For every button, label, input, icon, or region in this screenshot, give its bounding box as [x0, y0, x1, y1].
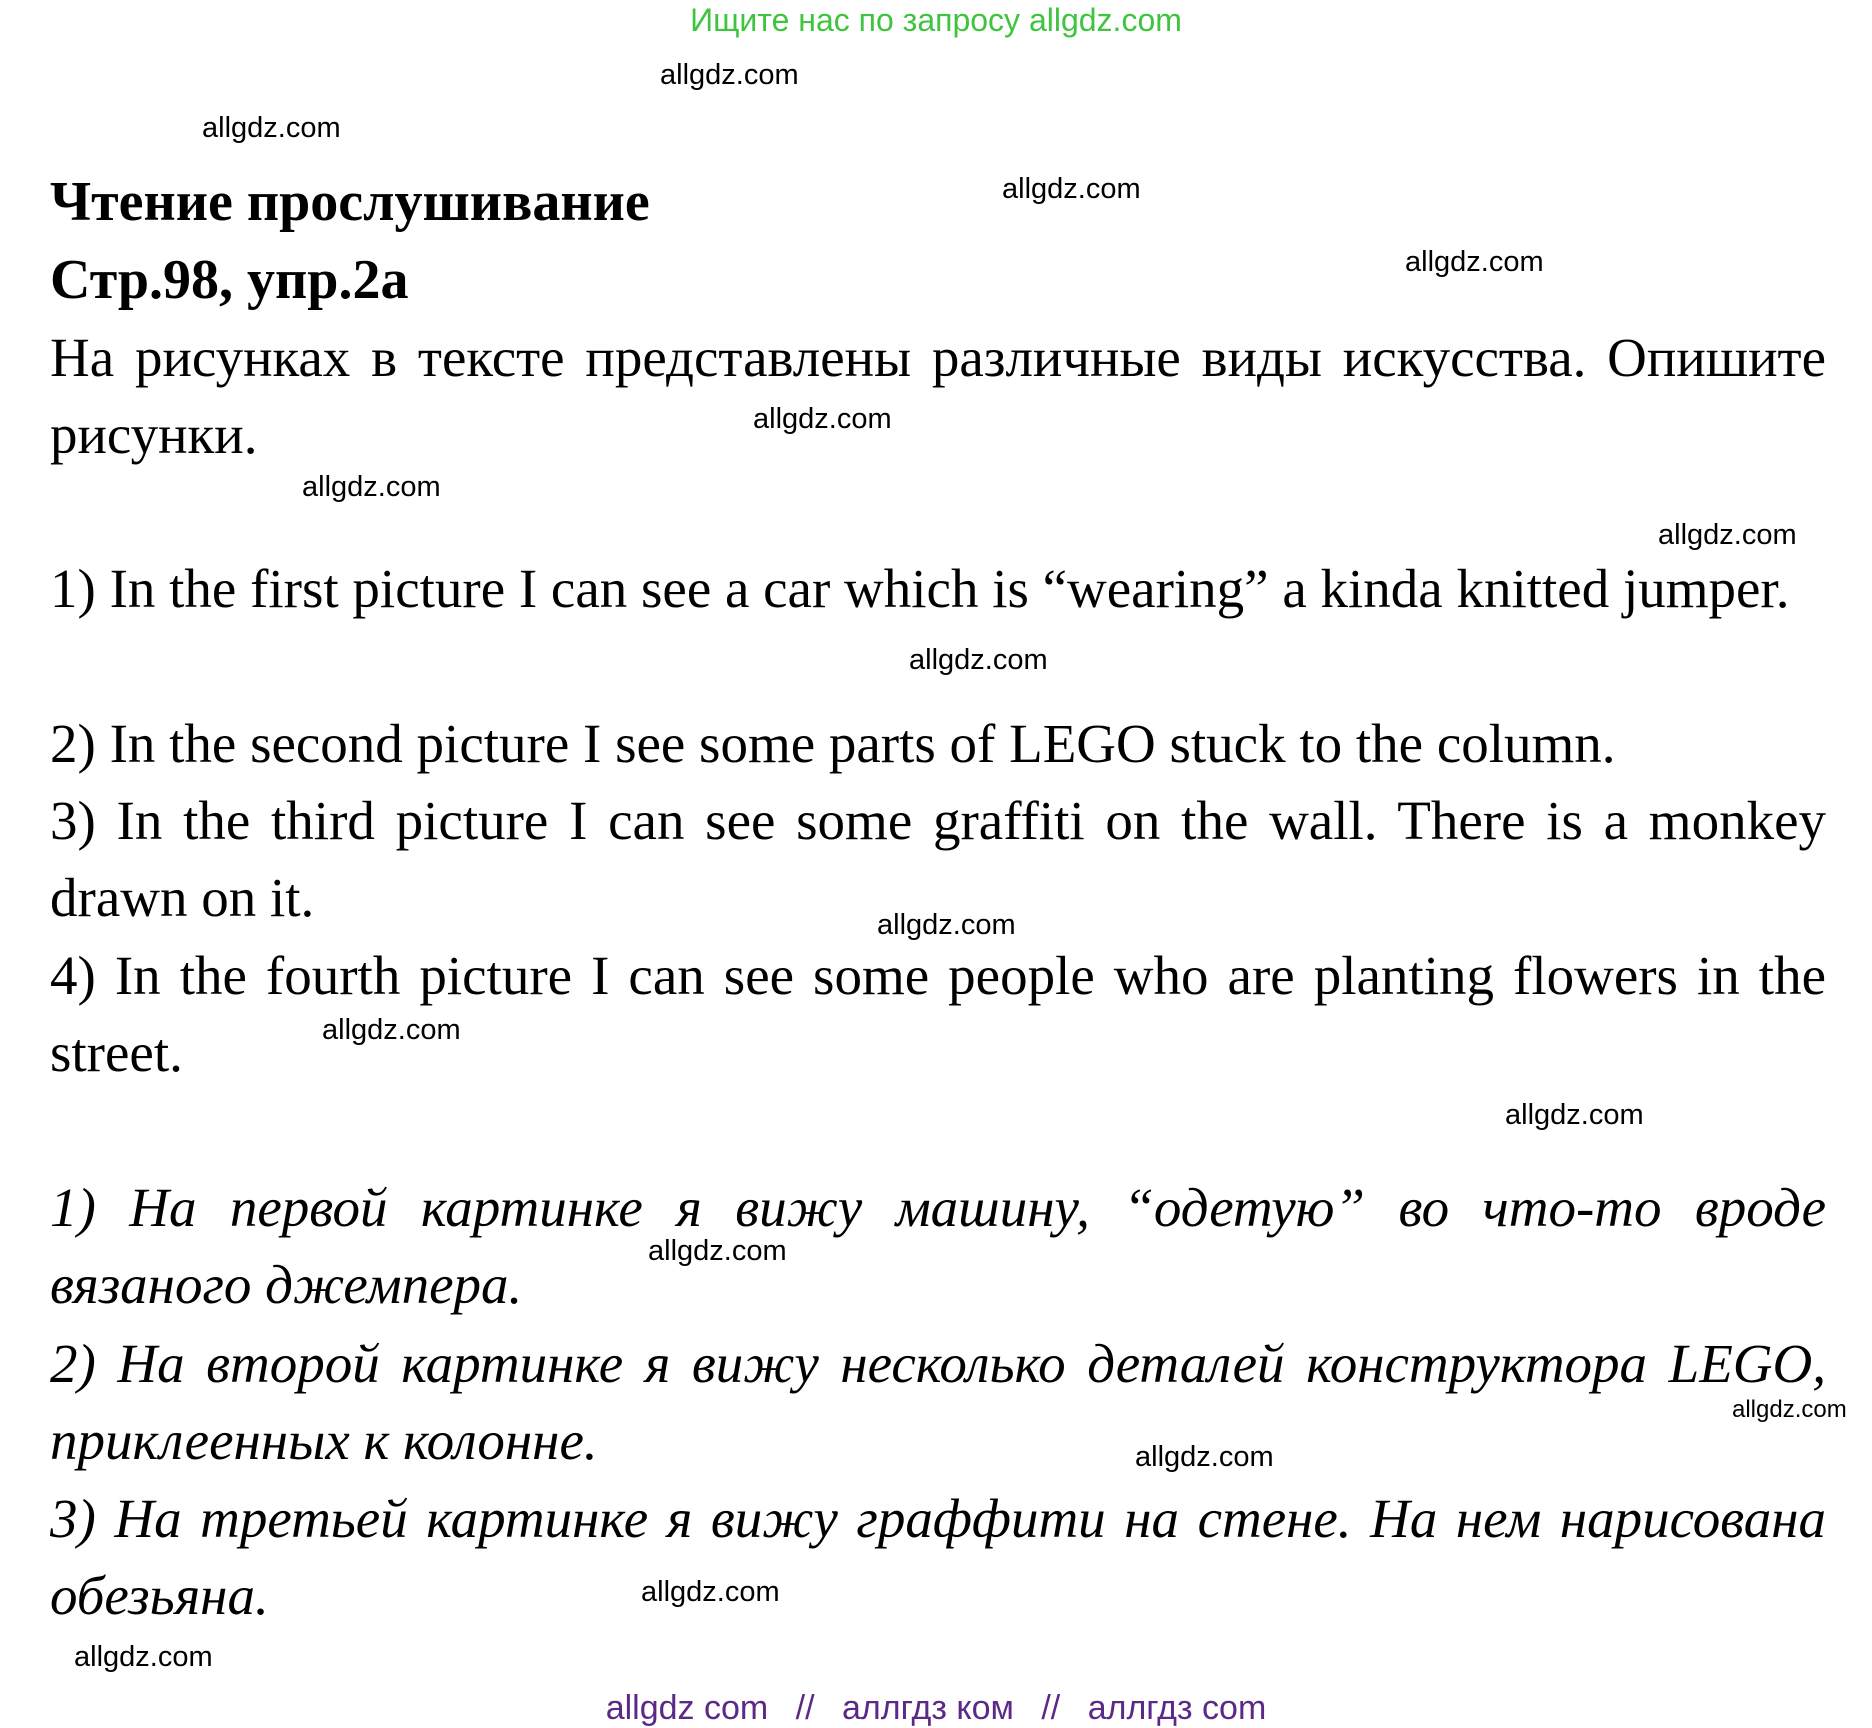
watermark: allgdz.com — [909, 644, 1048, 676]
footer — [0, 1688, 1872, 1728]
footer-link-1[interactable]: allgdz com — [605, 1689, 769, 1727]
watermark: allgdz.com — [322, 1014, 461, 1046]
watermark: allgdz.com — [1732, 1396, 1847, 1423]
footer-separator: // — [1041, 1689, 1061, 1727]
watermark: allgdz.com — [74, 1641, 213, 1673]
watermark: allgdz.com — [877, 909, 1016, 941]
watermark: allgdz.com — [202, 112, 341, 144]
watermark: allgdz.com — [641, 1576, 780, 1608]
footer-link-2[interactable]: аллгдз ком — [842, 1689, 1014, 1727]
top-banner: Ищите нас по запросу allgdz.com — [690, 2, 1182, 38]
watermark: allgdz.com — [1405, 246, 1544, 278]
watermark: allgdz.com — [753, 403, 892, 435]
footer-separator: // — [795, 1689, 815, 1727]
watermark: allgdz.com — [1002, 173, 1141, 205]
answer-en-2: 2) In the second picture I see some parts of LEGO stuck to the column. — [50, 713, 1616, 774]
watermark: allgdz.com — [1658, 519, 1797, 551]
answer-en-1: 1) In the first picture I can see a car which is “wearing” a kinda knitted jumper. — [50, 558, 1790, 619]
answer-en-3: 3) In the third picture I can see some graffiti on the wall. There is a monkey drawn on it. — [50, 790, 1826, 928]
watermark: allgdz.com — [1135, 1441, 1274, 1473]
answer-ru-1: 1) На первой картинке я вижу машину, “одетую” во что-то вроде вязаного джемпера. — [50, 1177, 1826, 1315]
footer-link-3[interactable]: аллгдз com — [1087, 1689, 1267, 1727]
watermark: allgdz.com — [648, 1235, 787, 1267]
exercise-title: Стр.98, упр.2а — [50, 249, 409, 311]
task-text: На рисунках в тексте представлены различные виды искусства. Опишите рисунки. — [50, 327, 1826, 465]
watermark: allgdz.com — [1505, 1099, 1644, 1131]
watermark: allgdz.com — [302, 471, 441, 503]
watermark: allgdz.com — [660, 59, 799, 91]
answer-ru-2: 2) На второй картинке я вижу несколько деталей конструктора LEGO, приклеенных к колонне. — [50, 1333, 1826, 1471]
answer-ru-3: 3) На третьей картинке я вижу граффити на стене. На нем нарисована обезьяна. — [50, 1488, 1826, 1626]
answer-en-4: 4) In the fourth picture I can see some people who are planting flowers in the street. — [50, 945, 1826, 1083]
section-title: Чтение прослушивание — [50, 171, 650, 233]
